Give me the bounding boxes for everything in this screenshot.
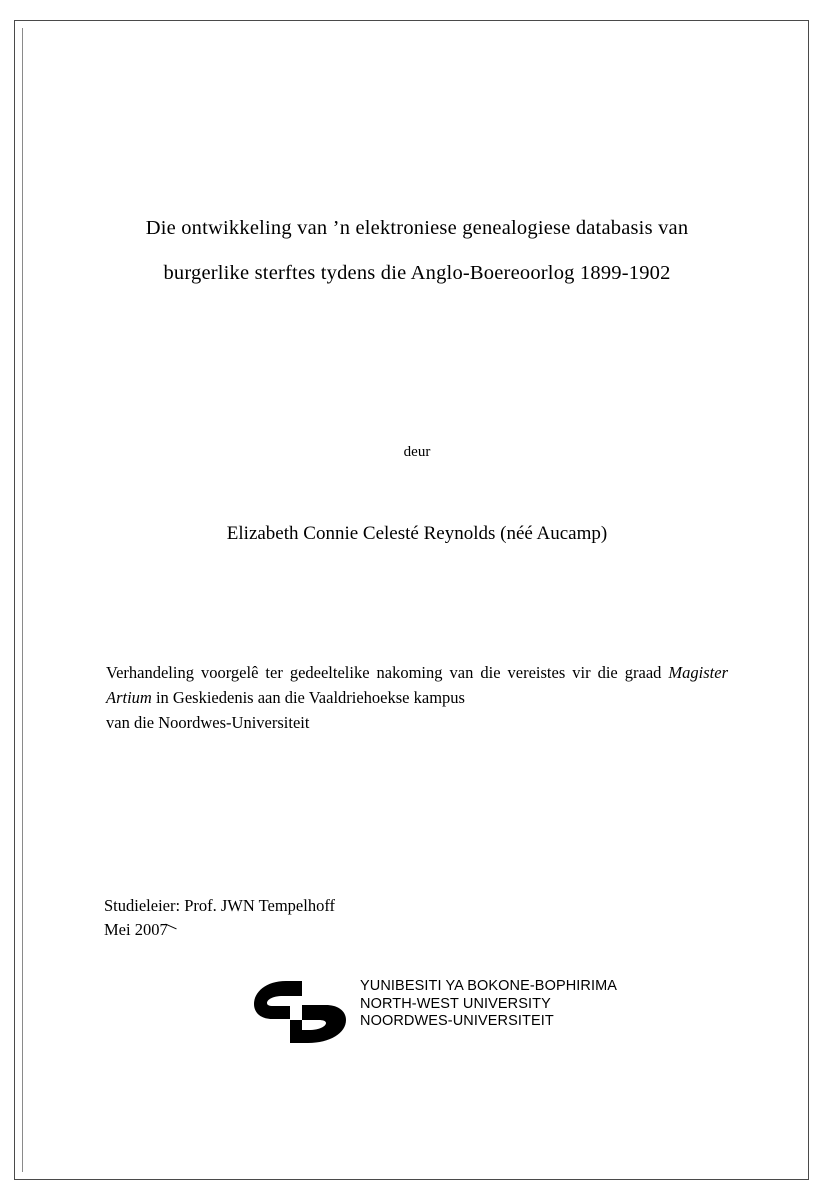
title-line-2: burgerlike sterftes tydens die Anglo-Boereoorlog 1899-1902 <box>163 262 671 284</box>
university-logo <box>250 976 618 1046</box>
degree-name: Magister Artium <box>106 663 728 707</box>
logo-text <box>360 978 617 1031</box>
logo-text-line-2: NORTH-WEST UNIVERSITY <box>360 995 551 1012</box>
supervisor-and-date <box>104 894 604 942</box>
document-title <box>100 206 734 296</box>
by-label: deur <box>403 444 431 460</box>
degree-statement-paragraph <box>106 660 728 710</box>
page-content <box>100 28 734 1172</box>
statement-part-2: in Geskiedenis aan die Vaaldriehoekse kampus <box>151 688 465 707</box>
statement-line-3: van die Noordwes-Universiteit <box>106 713 310 732</box>
date-text: Mei 2007 <box>104 920 168 939</box>
title-line-1: Die ontwikkeling van ’n elektroniese genealogiese databasis van <box>145 217 689 239</box>
logo-text-line-1: YUNIBESITI YA BOKONE-BOPHIRIMA <box>360 978 618 994</box>
north-west-university-logo-mark-icon <box>250 979 354 1045</box>
logo-text-line-3: NOORDWES-UNIVERSITEIT <box>360 1013 554 1029</box>
date-line <box>104 918 168 942</box>
statement-part-1: Verhandeling voorgelê ter gedeeltelike nakoming van die vereistes vir die graad <box>106 663 669 682</box>
supervisor-line: Studieleier: Prof. JWN Tempelhoff <box>104 896 336 915</box>
author-name: Elizabeth Connie Celesté Reynolds (néé Aucamp) <box>226 523 608 544</box>
degree-statement <box>106 660 728 735</box>
